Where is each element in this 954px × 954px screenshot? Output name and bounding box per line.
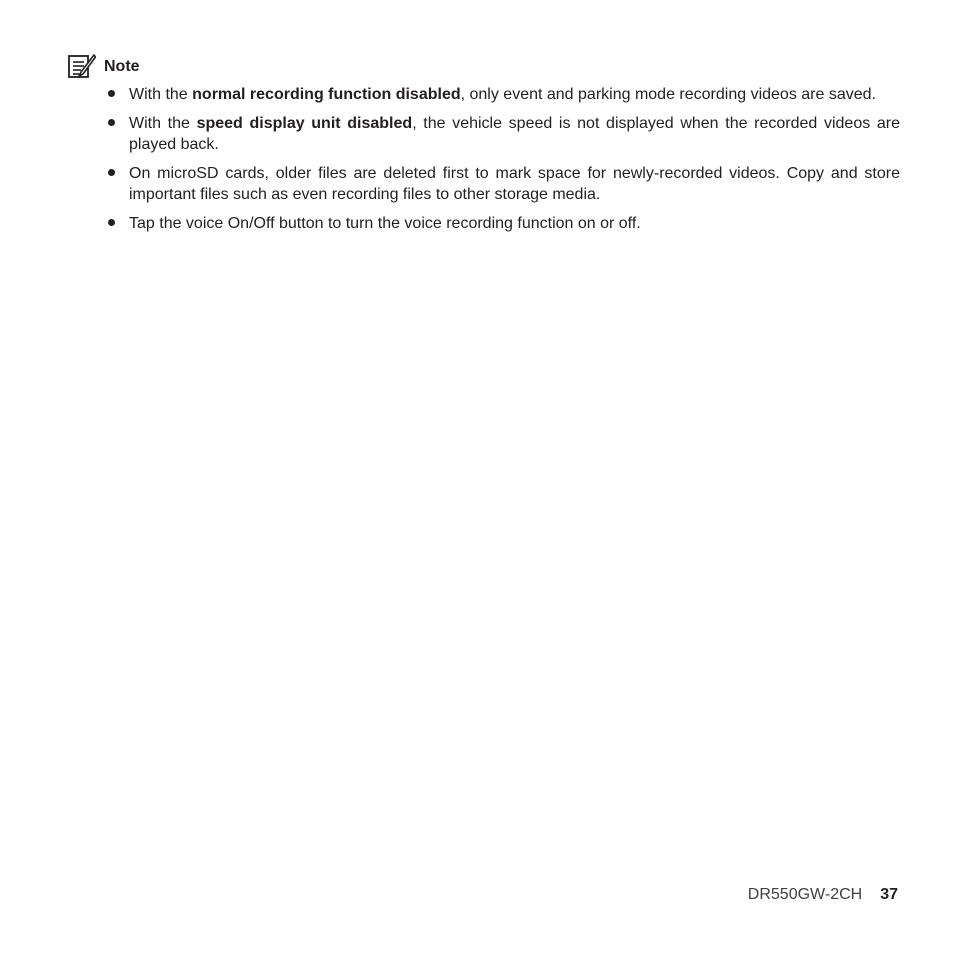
note-title: Note xyxy=(104,58,140,75)
page-number: 37 xyxy=(880,886,898,903)
note-pencil-icon xyxy=(68,54,96,80)
item-text: On microSD cards, older files are deleted first to mark space for newly-recorded videos. Copy and store important files such as even recording files to other storage media. xyxy=(129,164,900,203)
bullet-icon xyxy=(108,119,115,126)
item-text-pre: With the xyxy=(129,114,197,132)
note-bullet-list xyxy=(106,84,900,241)
page-footer xyxy=(748,884,898,906)
list-item xyxy=(106,213,900,235)
list-item xyxy=(106,163,900,206)
bullet-icon xyxy=(108,219,115,226)
note-header xyxy=(68,54,140,80)
list-item xyxy=(106,113,900,156)
model-name: DR550GW-2CH xyxy=(747,886,863,903)
item-text-bold: speed display unit disabled xyxy=(196,114,413,132)
item-text: Tap the voice On/Off button to turn the voice recording function on or off. xyxy=(129,214,641,232)
item-text-pre: With the xyxy=(129,86,193,103)
bullet-icon xyxy=(108,169,115,176)
item-text-bold: normal recording function disabled xyxy=(192,86,461,103)
list-item xyxy=(106,84,900,106)
item-text-post: , the vehicle speed is not displayed when the recorded videos are played back. xyxy=(129,114,901,153)
bullet-icon xyxy=(108,90,115,97)
item-text-post: , only event and parking mode recording videos are saved. xyxy=(460,86,876,103)
